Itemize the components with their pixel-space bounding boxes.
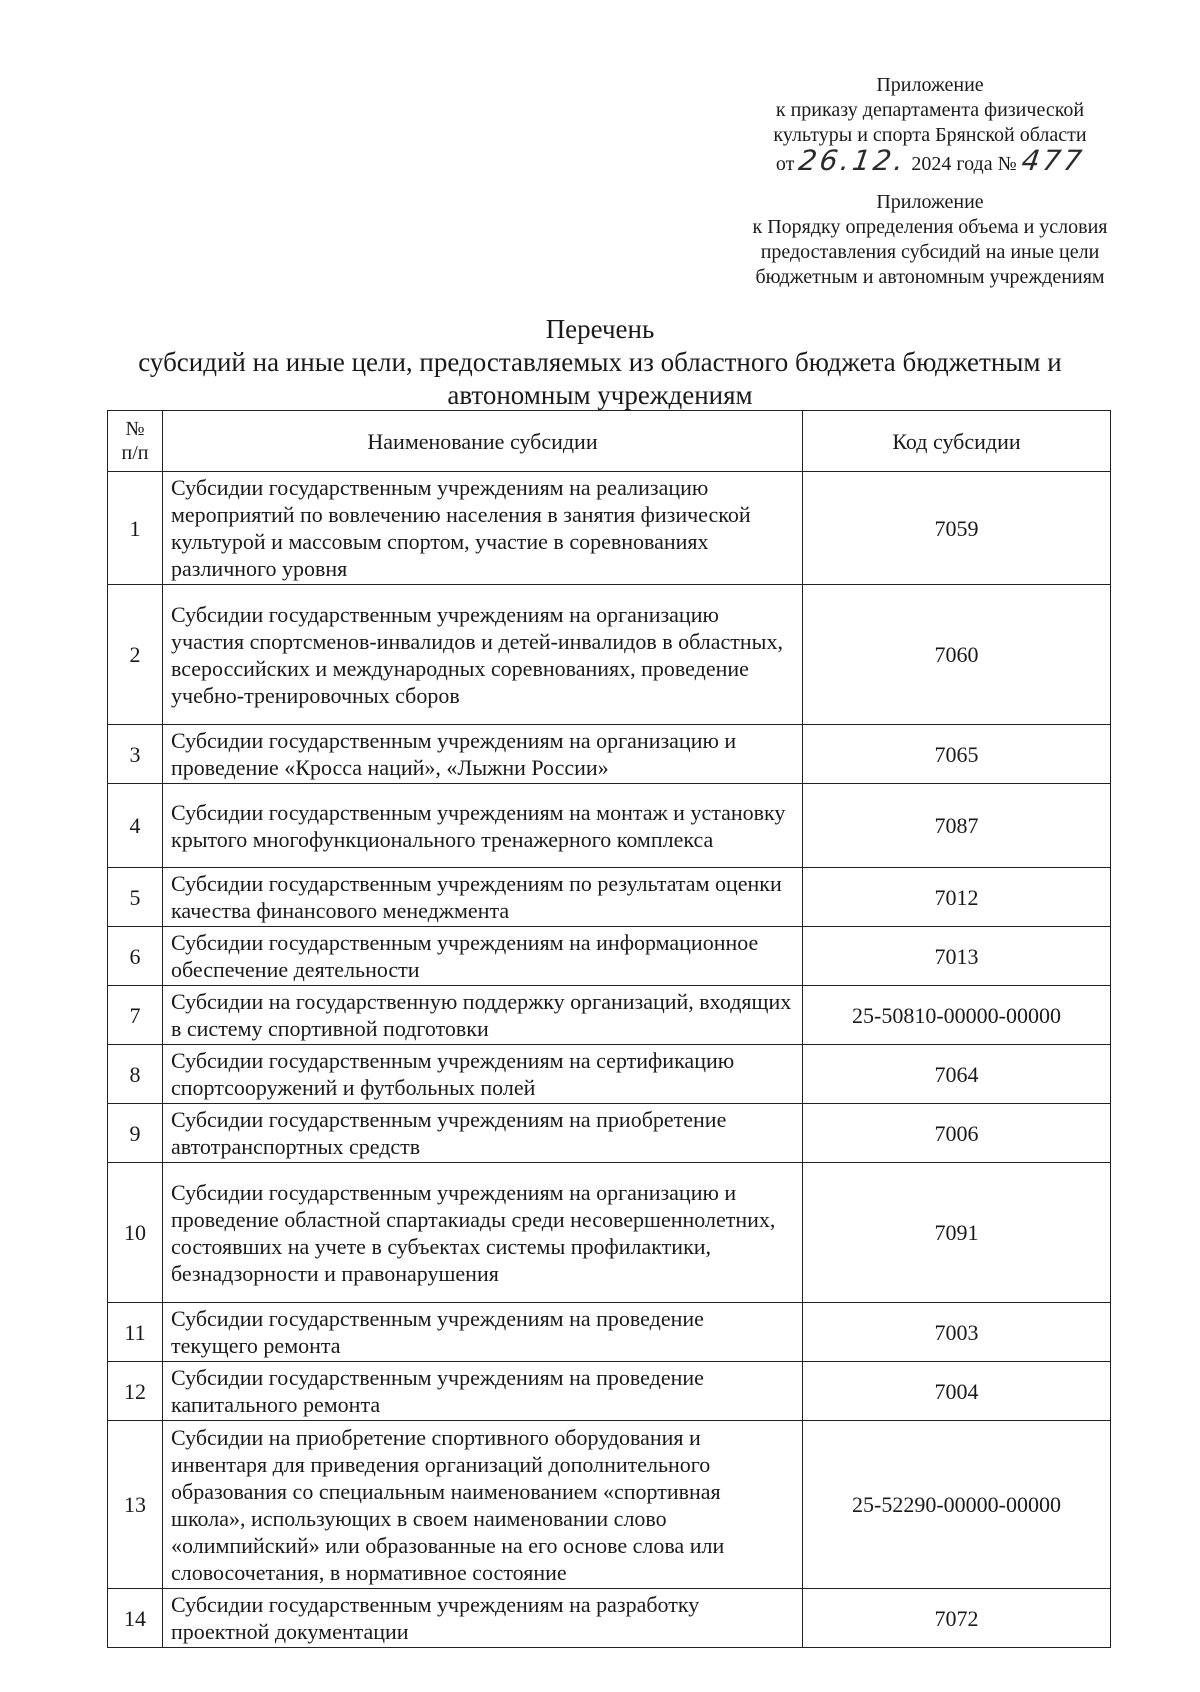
table-row (108, 1303, 1111, 1362)
subsidy-code: 7059 (803, 472, 1111, 585)
subsidy-name: Субсидии государственным учреждениям на организацию и проведение «Кросса наций», «Лыжни России» (163, 725, 803, 784)
subsidy-name: Субсидии государственным учреждениям на сертификацию спортсооружений и футбольных полей (163, 1045, 803, 1104)
subsidy-code: 25-50810-00000-00000 (803, 986, 1111, 1045)
row-number: 5 (108, 868, 163, 927)
title-line: Перечень (545, 314, 655, 344)
table-row (108, 1362, 1111, 1421)
subsidy-code: 7004 (803, 1362, 1111, 1421)
handwritten-date: 26.12. (797, 144, 909, 177)
row-number: 3 (108, 725, 163, 784)
row-number: 8 (108, 1045, 163, 1104)
date-suffix: 2024 года № (911, 153, 1017, 175)
procedure-appendix-block (710, 190, 1150, 290)
subsidy-code: 7087 (803, 784, 1111, 868)
table-row (108, 986, 1111, 1045)
row-number: 7 (108, 986, 163, 1045)
subsidy-code: 25-52290-00000-00000 (803, 1421, 1111, 1589)
table-row (108, 1045, 1111, 1104)
appendix-line: к Порядку определения объема и условия (752, 216, 1108, 238)
document-title (60, 313, 1140, 412)
subsidy-code: 7003 (803, 1303, 1111, 1362)
subsidy-name: Субсидии государственным учреждениям на организацию участия спортсменов-инвалидов и детей-инвалидов в областных, всероссийских и международных соревнованиях, проведение учебно-тренировочных сборов (163, 585, 803, 725)
handwritten-order-number: 477 (1019, 144, 1087, 177)
appendix-line: культуры и спорта Брянской области (773, 124, 1087, 146)
appendix-line: к приказу департамента физической (775, 99, 1085, 121)
appendix-line: предоставления субсидий на иные цели (760, 241, 1100, 263)
table-row (108, 868, 1111, 927)
row-number: 13 (108, 1421, 163, 1589)
table-row (108, 472, 1111, 585)
appendix-title: Приложение (876, 74, 984, 96)
subsidy-code: 7012 (803, 868, 1111, 927)
row-number: 6 (108, 927, 163, 986)
subsidy-code: 7060 (803, 585, 1111, 725)
column-header-number-abbr: п/п (121, 442, 149, 464)
subsidy-name: Субсидии государственным учреждениям на приобретение автотранспортных средств (163, 1104, 803, 1163)
subsidy-code: 7072 (803, 1589, 1111, 1648)
row-number: 9 (108, 1104, 163, 1163)
subsidy-name: Субсидии государственным учреждениям на информационное обеспечение деятельности (163, 927, 803, 986)
subsidy-name: Субсидии государственным учреждениям на проведение текущего ремонта (163, 1303, 803, 1362)
subsidy-name: Субсидии государственным учреждениям на монтаж и установку крытого многофункционального тренажерного комплекса (163, 784, 803, 868)
row-number: 12 (108, 1362, 163, 1421)
table-row (108, 585, 1111, 725)
subsidy-code: 7013 (803, 927, 1111, 986)
subsidy-name: Субсидии государственным учреждениям на проведение капитального ремонта (163, 1362, 803, 1421)
subsidy-code: 7006 (803, 1104, 1111, 1163)
subsidy-name: Субсидии на приобретение спортивного оборудования и инвентаря для приведения организаций дополнительного образования со специальным наименованием «спортивная школа», использующих в своем наименовании слово «олимпийский» или образованные на его основе слова или словосочетания, в нормативное состояние (163, 1421, 803, 1589)
appendix-line: бюджетным и автономным учреждениям (755, 266, 1105, 288)
subsidy-code: 7091 (803, 1163, 1111, 1303)
subsidy-name: Субсидии государственным учреждениям на реализацию мероприятий по вовлечению населения в занятия физической культурой и массовым спортом, участие в соревнованиях различного уровня (163, 472, 803, 585)
table-row (108, 1104, 1111, 1163)
column-header-name: Наименование субсидии (163, 411, 803, 472)
row-number: 4 (108, 784, 163, 868)
title-line: субсидий на иные цели, предоставляемых из областного бюджета бюджетным и (138, 347, 1062, 377)
table-row (108, 927, 1111, 986)
subsidy-code: 7064 (803, 1045, 1111, 1104)
table-row (108, 1421, 1111, 1589)
table-row (108, 725, 1111, 784)
subsidy-name: Субсидии государственным учреждениям по результатам оценки качества финансового менеджмента (163, 868, 803, 927)
row-number: 14 (108, 1589, 163, 1648)
column-header-code: Код субсидии (803, 411, 1111, 472)
appendix-title: Приложение (876, 191, 984, 213)
column-header-number (108, 411, 163, 472)
table-row (108, 1163, 1111, 1303)
order-appendix-block (735, 73, 1125, 177)
table-header-row (108, 411, 1111, 472)
subsidy-name: Субсидии государственным учреждениям на организацию и проведение областной спартакиады среди несовершеннолетних, состоявших на учете в субъектах системы профилактики, безнадзорности и правонарушения (163, 1163, 803, 1303)
subsidy-code: 7065 (803, 725, 1111, 784)
order-date-line (735, 144, 1125, 177)
subsidy-name: Субсидии на государственную поддержку организаций, входящих в систему спортивной подготовки (163, 986, 803, 1045)
table-row (108, 784, 1111, 868)
subsidies-table (107, 410, 1111, 1648)
subsidy-name: Субсидии государственным учреждениям на разработку проектной документации (163, 1589, 803, 1648)
row-number: 11 (108, 1303, 163, 1362)
column-header-number-symbol: № (125, 418, 145, 440)
title-line: автономным учреждениям (447, 380, 753, 410)
row-number: 2 (108, 585, 163, 725)
row-number: 10 (108, 1163, 163, 1303)
table-row (108, 1589, 1111, 1648)
date-prefix: от (775, 153, 795, 175)
row-number: 1 (108, 472, 163, 585)
